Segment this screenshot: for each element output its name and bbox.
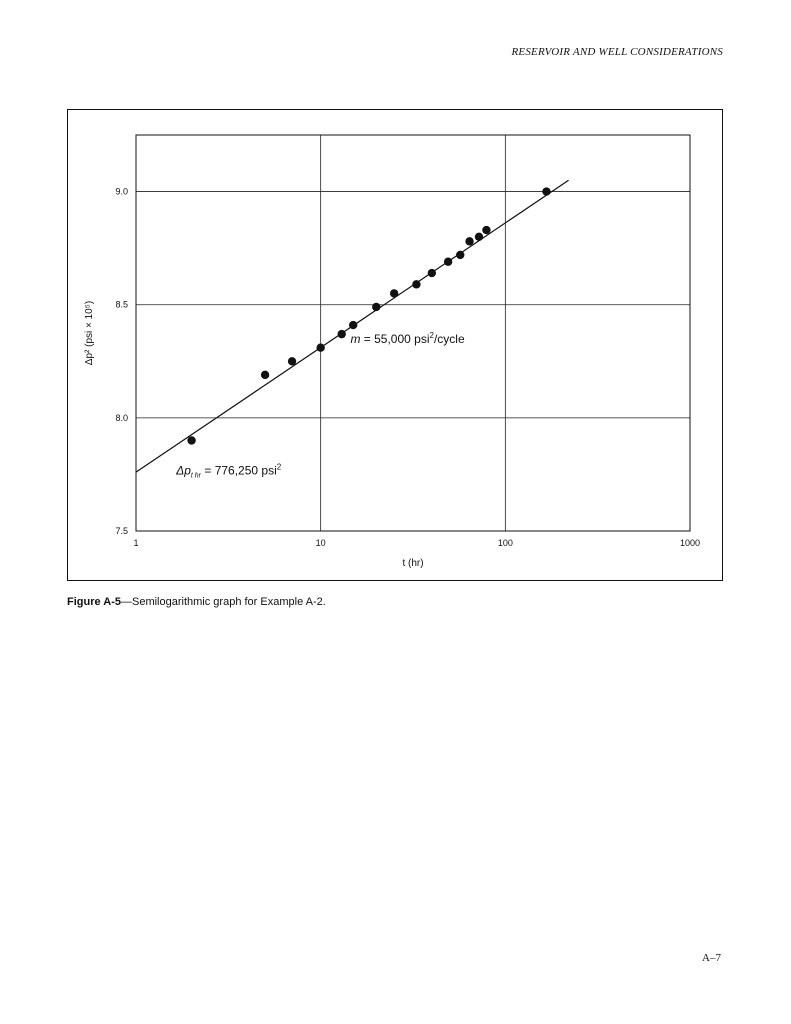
x-tick-label: 1000 — [679, 538, 701, 548]
y-axis-ticks — [115, 187, 128, 536]
figure-frame — [67, 109, 723, 581]
data-point — [316, 344, 324, 352]
data-point — [412, 280, 420, 288]
slope-annotation: m = 55,000 psi$^2$/cycle — [350, 331, 465, 347]
data-point — [482, 226, 490, 234]
data-point — [444, 258, 452, 266]
data-point — [542, 187, 550, 195]
annotations — [175, 331, 465, 479]
figure-caption — [67, 596, 326, 608]
x-tick-label: 1 — [133, 538, 139, 548]
y-tick-label: 8.5 — [115, 299, 128, 310]
data-point — [390, 289, 398, 297]
data-point — [349, 321, 357, 329]
running-header: RESERVOIR AND WELL CONSIDERATIONS — [511, 46, 723, 58]
data-point — [456, 251, 464, 259]
intercept-annotation: $\Delta p_{t hr} = 776,250$ psi$^2$ — [176, 462, 282, 480]
semilog-chart — [68, 110, 721, 579]
caption-label: Figure A-5 — [67, 596, 121, 608]
x-tick-label: 10 — [315, 538, 326, 548]
x-axis-title: t (hr) — [402, 558, 424, 569]
page-number: A–7 — [702, 952, 721, 964]
x-axis-ticks — [133, 538, 700, 548]
data-point — [261, 371, 269, 379]
data-point — [338, 330, 346, 338]
data-points — [187, 187, 550, 444]
y-tick-label: 8.0 — [115, 412, 128, 423]
data-point — [428, 269, 436, 277]
data-point — [475, 233, 483, 241]
x-tick-label: 100 — [497, 538, 513, 548]
y-tick-label: 9.0 — [115, 186, 128, 197]
data-point — [187, 436, 195, 444]
caption-dash: — — [121, 596, 132, 608]
y-tick-label: 7.5 — [115, 526, 128, 536]
data-point — [372, 303, 380, 311]
caption-text: Semilogarithmic graph for Example A-2. — [132, 596, 326, 608]
data-point — [288, 357, 296, 365]
y-axis-title: Δp² (psi × 10⁵) — [84, 300, 95, 366]
data-point — [465, 237, 473, 245]
